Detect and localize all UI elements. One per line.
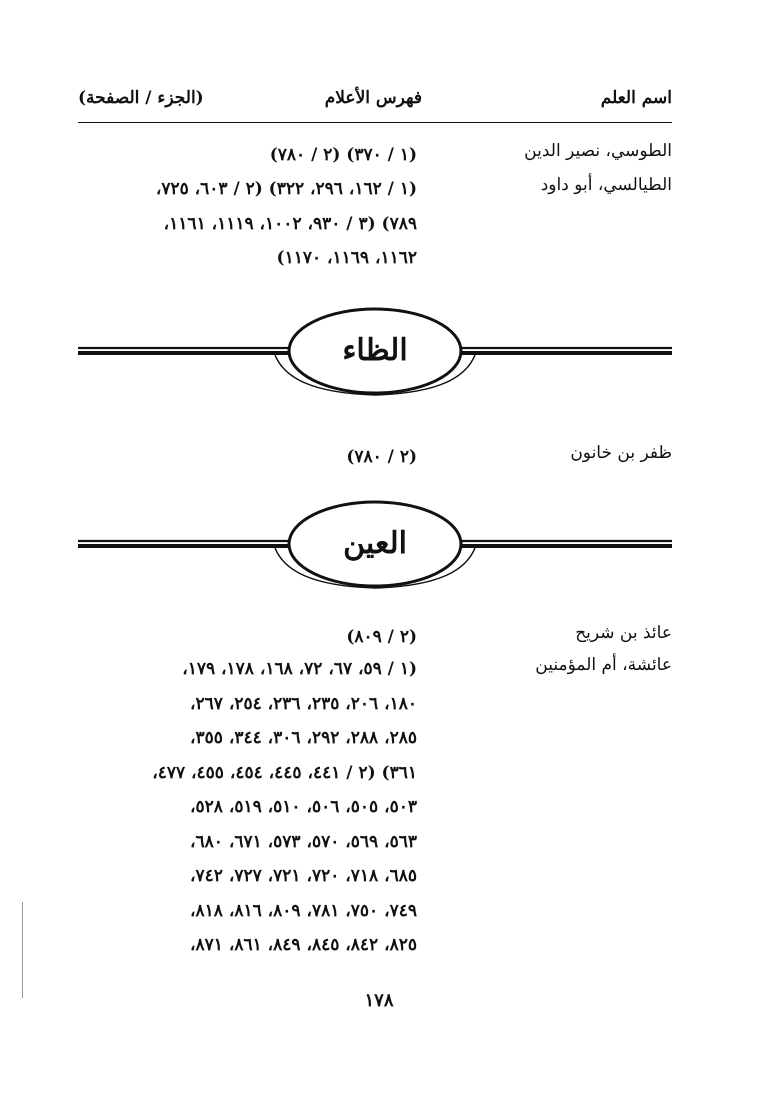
reference-line: (٢ / ٧٨٠) <box>346 447 417 467</box>
reference-line: ٥٦٣، ٥٦٩، ٥٧٠، ٥٧٣، ٦٧١، ٦٨٠، <box>190 831 417 852</box>
reference-line: (١ / ٣٧٠) (٢ / ٧٨٠) <box>269 145 417 165</box>
entry-name: عائشة، أم المؤمنين <box>535 655 672 675</box>
entry-references <box>70 623 417 658</box>
scan-margin-line <box>22 902 23 998</box>
header-rule <box>78 122 672 123</box>
reference-line: (١ / ٥٩، ٦٧، ٧٢، ١٦٨، ١٧٨، ١٧٩، <box>182 659 417 679</box>
reference-line: ١١٦٢، ١١٦٩، ١١٧٠) <box>276 248 417 268</box>
section-banner-zaa <box>78 297 672 407</box>
section-title: العين <box>343 526 407 561</box>
entry-references <box>70 141 417 176</box>
reference-line: (٢ / ٨٠٩) <box>346 627 417 647</box>
reference-line: ٨٢٥، ٨٤٢، ٨٤٥، ٨٤٩، ٨٦١، ٨٧١، <box>190 935 417 955</box>
entry-name: الطيالسي، أبو داود <box>540 175 672 195</box>
entry-name: عائذ بن شريح <box>575 623 672 643</box>
section-title: الظاء <box>342 333 408 368</box>
running-header <box>78 88 672 118</box>
reference-line: ٦٨٥، ٧١٨، ٧٢٠، ٧٢١، ٧٢٧، ٧٤٢، <box>190 866 417 886</box>
entry-references <box>70 175 417 279</box>
reference-line: (١ / ١٦٢، ٢٩٦، ٣٢٢) (٢ / ٦٠٣، ٧٢٥، <box>155 179 417 199</box>
reference-line: ٧٨٩) (٣ / ٩٣٠، ١٠٠٢، ١١١٩، ١١٦١، <box>163 213 417 234</box>
header-index-title: فهرس الأعلام <box>324 88 422 108</box>
reference-line: ٥٠٣، ٥٠٥، ٥٠٦، ٥١٠، ٥١٩، ٥٢٨، <box>190 797 417 817</box>
reference-line: ٧٤٩، ٧٥٠، ٧٨١، ٨٠٩، ٨١٦، ٨١٨، <box>190 900 417 921</box>
entry-references <box>70 443 417 478</box>
header-column-name: اسم العلم <box>600 88 672 108</box>
page-number: ١٧٨ <box>364 990 394 1011</box>
entry-references <box>70 655 417 966</box>
reference-line: ٢٨٥، ٢٨٨، ٢٩٢، ٣٠٦، ٣٤٤، ٣٥٥، <box>190 728 417 748</box>
reference-line: ١٨٠، ٢٠٦، ٢٣٥، ٢٣٦، ٢٥٤، ٢٦٧، <box>190 693 417 714</box>
header-column-volume-page: (الجزء / الصفحة) <box>78 88 204 108</box>
entry-name: ظفر بن خانون <box>570 443 672 463</box>
section-banner-ain <box>78 490 672 600</box>
entry-name: الطوسي، نصير الدين <box>524 141 672 161</box>
reference-line: ٣٦١) (٢ / ٤٤١، ٤٤٥، ٤٥٤، ٤٥٥، ٤٧٧، <box>152 762 417 783</box>
